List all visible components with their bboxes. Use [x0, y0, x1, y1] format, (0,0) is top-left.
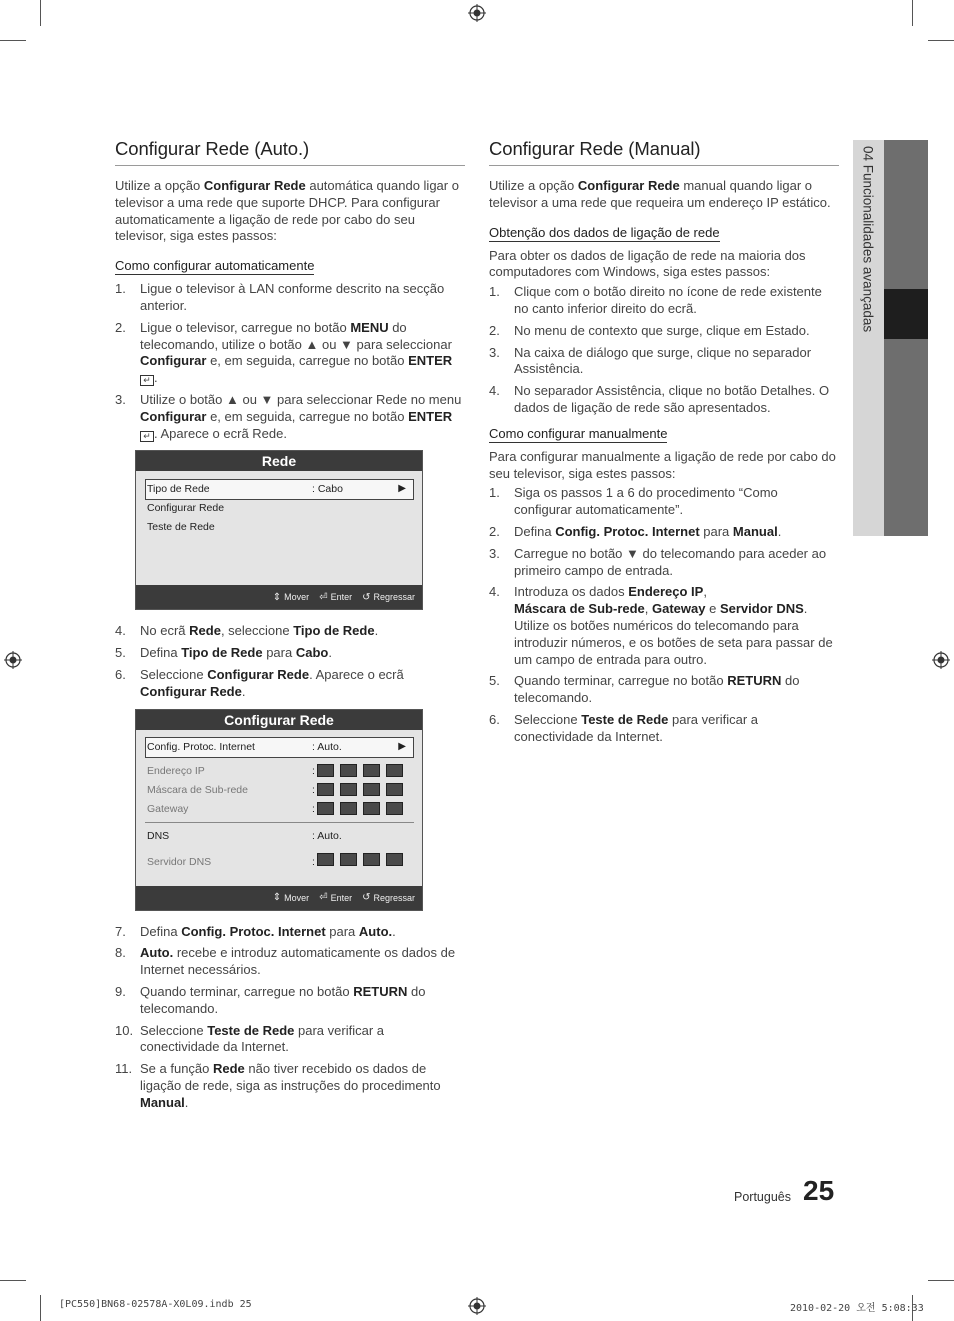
crop-mark: [0, 40, 26, 41]
registration-mark-icon: [468, 4, 486, 22]
steps-list-manual: [489, 485, 839, 745]
ip-octet-field: [340, 853, 357, 866]
crop-mark: [928, 40, 954, 41]
arrow-right-icon: ▶: [398, 483, 406, 495]
sub-intro: Para obter os dados de ligação de rede na maioria dos computadores com Windows, siga estes passos:: [489, 247, 806, 280]
menu-item-dns[interactable]: DNS: [147, 829, 170, 842]
menu-item-teste-de-rede[interactable]: Teste de Rede: [147, 521, 215, 534]
enter-icon: ↵: [140, 431, 154, 442]
ip-octet-field: [317, 853, 334, 866]
steps-list-auto-cont: [115, 623, 465, 700]
tv-menu-rede: [135, 450, 423, 610]
menu-item-configurar-rede[interactable]: Configurar Rede: [147, 502, 225, 515]
sub-intro: Para configurar manualmente a ligação de rede por cabo do seu televisor, siga estes passos:: [489, 448, 836, 481]
steps-list-obtencao: [489, 284, 839, 417]
menu-item-value: : Cabo: [312, 483, 343, 496]
menu-footer: ⇕ Mover ⏎ Enter ↺ Regressar: [136, 585, 422, 609]
colon: :: [312, 764, 315, 777]
list-item: 3. Na caixa de diálogo que surge, clique no separador Assistência.: [489, 344, 812, 377]
ip-octet-field: [363, 764, 380, 777]
list-item: 11. Se a função Rede não tiver recebido os dados de ligação de rede, siga as instruções do procedimento Manual.: [115, 1061, 441, 1110]
steps-list-auto: [115, 281, 465, 442]
colon: :: [312, 855, 315, 868]
page-number: 25: [803, 1175, 835, 1206]
list-item: 7. Defina Config. Protoc. Internet para Auto..: [115, 923, 396, 939]
list-item: 5. Defina Tipo de Rede para Cabo.: [115, 645, 332, 661]
enter-icon: ⏎: [319, 591, 328, 603]
return-icon: ↺: [362, 892, 371, 904]
list-item: 10. Seleccione Teste de Rede para verificar a conectividade da Internet.: [115, 1022, 384, 1055]
list-item: 1. Siga os passos 1 a 6 do procedimento “Como configurar automaticamente”.: [489, 485, 778, 518]
crop-mark: [928, 1280, 954, 1281]
registration-mark-icon: [932, 651, 950, 669]
subhead-auto: Como configurar automaticamente: [115, 258, 315, 274]
list-item: 4. No separador Assistência, clique no botão Detalhes. O dados de ligação de rede são apresentados.: [489, 383, 830, 415]
menu-item-config-protoc[interactable]: Config. Protoc. Internet: [147, 740, 255, 753]
intro-paragraph: Utilize a opção Configurar Rede manual quando ligar o televisor a uma rede que requeira um endereço IP estático.: [489, 178, 831, 210]
tab-active-marker: [884, 289, 928, 339]
list-item: 9. Quando terminar, carregue no botão RETURN do telecomando.: [115, 983, 426, 1016]
right-column: [489, 138, 839, 751]
list-item: 2. Ligue o televisor, carregue no botão MENU do telecomando, utilize o botão ▲ ou ▼ para seleccionar Configurar e, em seguida, carregue no botão ENTER ↵ .: [115, 319, 453, 386]
ip-octet-field: [386, 853, 403, 866]
steps-list-auto-end: [115, 924, 465, 1112]
print-date-info: 2010-02-20 오전 5:08:33: [790, 1303, 924, 1314]
menu-title: Configurar Rede: [136, 710, 422, 730]
arrow-right-icon: ▶: [398, 740, 406, 752]
menu-footer: ⇕ Mover ⏎ Enter ↺ Regressar: [136, 886, 422, 910]
list-item: 3. Carregue no botão ▼ do telecomando para aceder ao primeiro campo de entrada.: [489, 545, 827, 578]
registration-mark-icon: [4, 651, 22, 669]
crop-mark: [40, 0, 41, 26]
menu-item-endereco-ip: Endereço IP: [147, 764, 205, 777]
crop-mark: [0, 1280, 26, 1281]
chapter-side-tab: [853, 140, 928, 536]
ip-octet-field: [317, 764, 334, 777]
return-icon: ↺: [362, 591, 371, 603]
enter-icon: ⏎: [319, 892, 328, 904]
move-arrows-icon: ⇕: [272, 892, 282, 904]
list-item: 1. Ligue o televisor à LAN conforme descrito na secção anterior.: [115, 281, 445, 313]
print-file-info: [PC550]BN68-02578A-X0L09.indb 25: [59, 1299, 252, 1310]
ip-octet-field: [386, 783, 403, 796]
left-column: [115, 138, 465, 1117]
section-title-manual: Configurar Rede (Manual): [489, 138, 839, 166]
tv-menu-configurar-rede: [135, 709, 423, 911]
subhead-obtencao: Obtenção dos dados de ligação de rede: [489, 224, 720, 240]
list-item: 6. Seleccione Configurar Rede. Aparece o ecrã Configurar Rede.: [115, 666, 404, 699]
page-language: Português: [734, 1190, 791, 1204]
crop-mark: [912, 0, 913, 26]
registration-mark-icon: [468, 1297, 486, 1315]
intro-paragraph: Utilize a opção Configurar Rede automática quando ligar o televisor a uma rede que suporte DHCP. Para configurar automaticamente a ligação de rede por cabo do seu televisor, siga estes passos:: [115, 178, 459, 244]
chapter-label: 04 Funcionalidades avançadas: [860, 146, 876, 333]
list-item: 3. Utilize o botão ▲ ou ▼ para seleccionar Rede no menu Configurar e, em seguida, carregue no botão ENTER ↵ . Aparece o ecrã Rede.: [115, 391, 462, 441]
list-item: 4. No ecrã Rede, seleccione Tipo de Rede.: [115, 623, 379, 639]
menu-title: Rede: [136, 451, 422, 471]
ip-octet-field: [340, 802, 357, 815]
move-arrows-icon: ⇕: [272, 591, 282, 603]
ip-octet-field: [386, 802, 403, 815]
menu-item-servidor-dns: Servidor DNS: [147, 855, 212, 868]
subhead-manual: Como configurar manualmente: [489, 425, 668, 441]
colon: :: [312, 802, 315, 815]
list-item: 2. No menu de contexto que surge, clique em Estado.: [489, 322, 810, 338]
menu-item-value: : Auto.: [312, 829, 342, 842]
section-title-auto: Configurar Rede (Auto.): [115, 138, 465, 166]
ip-octet-field: [386, 764, 403, 777]
enter-icon: ↵: [140, 375, 154, 386]
menu-item-tipo-de-rede[interactable]: Tipo de Rede: [147, 483, 210, 496]
ip-octet-field: [363, 802, 380, 815]
crop-mark: [40, 1295, 41, 1321]
list-item: 6. Seleccione Teste de Rede para verificar a conectividade da Internet.: [489, 711, 758, 744]
menu-item-mascara: Máscara de Sub-rede: [147, 783, 248, 796]
ip-octet-field: [340, 783, 357, 796]
list-item: 8. Auto. recebe e introduz automaticamente os dados de Internet necessários.: [115, 945, 456, 978]
list-item: 1. Clique com o botão direito no ícone de rede existente no canto inferior direito do ecrã.: [489, 284, 822, 316]
ip-octet-field: [363, 783, 380, 796]
list-item: 5. Quando terminar, carregue no botão RETURN do telecomando.: [489, 673, 800, 706]
divider: [145, 822, 414, 823]
list-item: 4. Introduza os dados Endereço IP, Máscara de Sub-rede, Gateway e Servidor DNS. Utilize os botões numéricos do telecomando para introduzir números, e os botões de seta para passar de um campo de entrada para outro.: [489, 584, 833, 667]
ip-octet-field: [317, 783, 334, 796]
ip-octet-field: [340, 764, 357, 777]
menu-item-gateway: Gateway: [147, 802, 189, 815]
colon: :: [312, 783, 315, 796]
menu-item-value: : Auto.: [312, 740, 342, 753]
ip-octet-field: [363, 853, 380, 866]
list-item: 2. Defina Config. Protoc. Internet para Manual.: [489, 523, 782, 539]
ip-octet-field: [317, 802, 334, 815]
